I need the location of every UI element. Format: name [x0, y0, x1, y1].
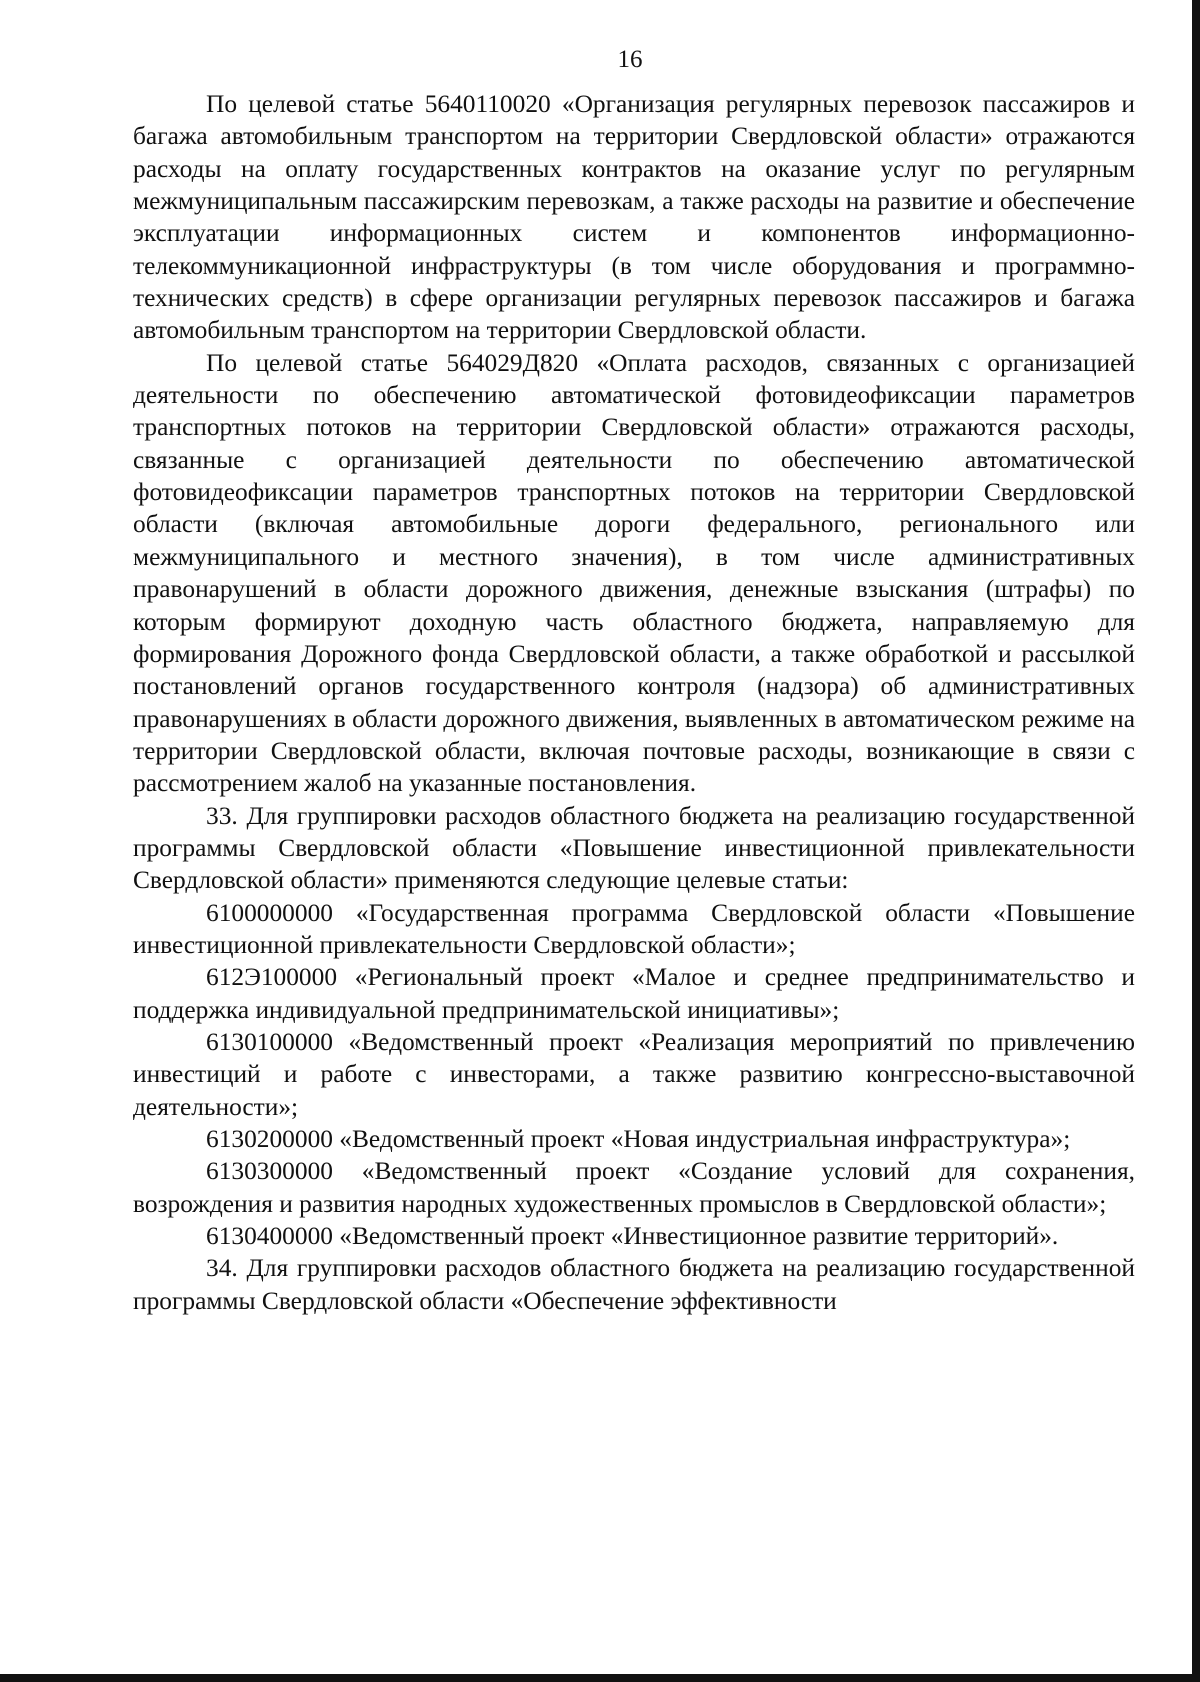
paragraph-article-612E100000: 612Э100000 «Региональный проект «Малое и среднее предпринимательство и поддержка индивидуальной предпринимательской инициативы»; — [133, 963, 1135, 1024]
scan-edge-bottom — [0, 1674, 1200, 1682]
paragraph-article-6130200000: 6130200000 «Ведомственный проект «Новая индустриальная инфраструктура»; — [206, 1125, 1071, 1153]
document-body — [133, 88, 1135, 1317]
paragraph-article-6130300000: 6130300000 «Ведомственный проект «Создание условий для сохранения, возрождения и развития народных художественных промыслов в Свердловской области»; — [133, 1157, 1135, 1218]
paragraph-target-article-564029D820: По целевой статье 564029Д820 «Оплата расходов, связанных с организацией деятельности по обеспечению автоматической фотовидеофиксации параметров транспортных потоков на территории Свердловской области» отражаются расходы, связанные с организацией деятельности по обеспечению автоматической фотовидеофиксации параметров транспортных потоков на территории Свердловской области (включая автомобильные дороги федерального, регионального или межмуниципального и местного значения), в том числе административных правонарушений в области дорожного движения, денежные взыскания (штрафы) по которым формируют доходную часть областного бюджета, направляемую для формирования Дорожного фонда Свердловской области, а также обработкой и рассылкой постановлений органов государственного контроля (надзора) об административных правонарушениях в области дорожного движения, выявленных в автоматическом режиме на территории Свердловской области, включая почтовые расходы, возникающие в связи с рассмотрением жалоб на указанные постановления. — [133, 348, 1135, 798]
paragraph-article-6130100000: 6130100000 «Ведомственный проект «Реализация мероприятий по привлечению инвестиций и работе с инвесторами, а также развитию конгрессно-выставочной деятельности»; — [133, 1027, 1135, 1121]
paragraph-target-article-5640110020: По целевой статье 5640110020 «Организация регулярных перевозок пассажиров и багажа автомобильным транспортом на территории Свердловской области» отражаются расходы на оплату государственных контрактов на оказание услуг по регулярным межмуниципальным пассажирским перевозкам, а также расходы на развитие и обеспечение эксплуатации информационных систем и компонентов информационно-телекоммуникационной инфраструктуры (в том числе оборудования и программно-технических средств) в сфере организации регулярных перевозок пассажиров и багажа автомобильным транспортом на территории Свердловской области. — [133, 90, 1135, 345]
scan-edge-right — [1192, 0, 1200, 1682]
paragraph-article-6130400000: 6130400000 «Ведомственный проект «Инвестиционное развитие территорий». — [206, 1222, 1059, 1251]
paragraph-item-34: 34. Для группировки расходов областного бюджета на реализацию государственной программы Свердловской области «Обеспечение эффективности — [133, 1254, 1135, 1315]
paragraph-article-6100000000: 6100000000 «Государственная программа Свердловской области «Повышение инвестиционной привлекательности Свердловской области»; — [133, 898, 1135, 959]
page-number: 16 — [617, 46, 643, 73]
paragraph-item-33: 33. Для группировки расходов областного бюджета на реализацию государственной программы Свердловской области «Повышение инвестиционной привлекательности Свердловской области» применяются следующие целевые статьи: — [133, 801, 1135, 895]
